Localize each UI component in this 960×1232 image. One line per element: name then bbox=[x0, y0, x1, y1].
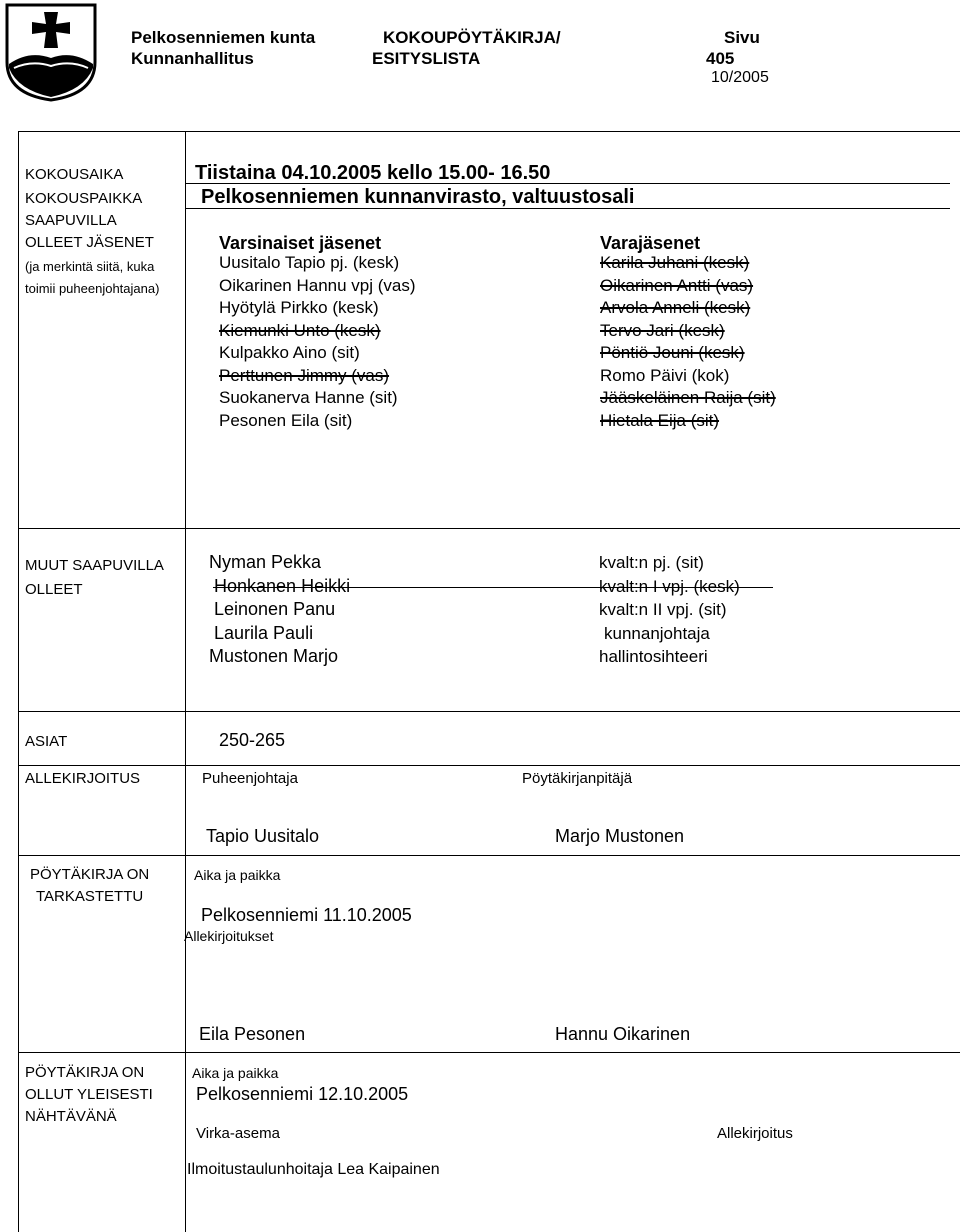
deputy-row: Oikarinen Antti (vas) bbox=[600, 275, 754, 295]
other-person-role: hallintosihteeri bbox=[599, 647, 708, 666]
checked-time-place-label: Aika ja paikka bbox=[194, 867, 281, 883]
notice-board-keeper: Ilmoitustaulunhoitaja Lea Kaipainen bbox=[187, 1161, 440, 1178]
other-person-name: Laurila Pauli bbox=[214, 622, 314, 643]
deputy-row: Jääskeläinen Raija (sit) bbox=[600, 388, 776, 407]
other-person-role: kvalt:n II vpj. (sit) bbox=[599, 600, 727, 619]
meeting-time-label: KOKOUSAIKA bbox=[25, 166, 124, 183]
section-divider bbox=[18, 711, 960, 712]
section-divider bbox=[18, 1052, 960, 1053]
board-name: Kunnanhallitus bbox=[131, 49, 254, 68]
chair-name: Tapio Uusitalo bbox=[206, 826, 320, 846]
checked-label bbox=[30, 864, 149, 908]
table-top-border bbox=[18, 131, 960, 132]
deputy-row: Arvola Anneli (kesk) bbox=[600, 298, 751, 317]
member-row: Hyötylä Pirkko (kesk) bbox=[219, 298, 379, 317]
public-label-line: PÖYTÄKIRJA ON bbox=[25, 1064, 145, 1081]
matters-value: 250-265 bbox=[219, 730, 286, 750]
signature-label: ALLEKIRJOITUS bbox=[25, 770, 141, 787]
attendees-label-line: SAAPUVILLA bbox=[25, 212, 117, 229]
checked-signer-1: Eila Pesonen bbox=[199, 1024, 306, 1044]
meeting-time-value: Tiistaina 04.10.2005 kello 15.00- 16.50 bbox=[195, 162, 551, 184]
doc-type-line-1: KOKOUPÖYTÄKIRJA/ bbox=[383, 28, 561, 47]
matters-label: ASIAT bbox=[25, 733, 68, 750]
page-label: Sivu bbox=[724, 28, 760, 47]
member-row: Kulpakko Aino (sit) bbox=[219, 343, 360, 362]
checked-signer-2: Hannu Oikarinen bbox=[555, 1024, 691, 1044]
section-divider bbox=[18, 528, 960, 529]
other-person-name: Honkanen Heikki bbox=[214, 575, 351, 596]
public-time-place-label: Aika ja paikka bbox=[192, 1065, 279, 1081]
checked-time-place-value: Pelkosenniemi 11.10.2005 bbox=[201, 905, 412, 925]
doc-type-line-2: ESITYSLISTA bbox=[372, 49, 481, 68]
meeting-place-label: KOKOUSPAIKKA bbox=[25, 190, 143, 207]
other-person-role: kvalt:n I vpj. (kesk) bbox=[599, 576, 740, 596]
public-label-line: NÄHTÄVÄNÄ bbox=[25, 1108, 117, 1125]
page-number: 405 bbox=[706, 49, 735, 68]
checked-label-line: TARKASTETTU bbox=[35, 888, 144, 905]
place-underline bbox=[185, 208, 950, 209]
meeting-place-value: Pelkosenniemen kunnanvirasto, valtuustosali bbox=[201, 186, 635, 208]
member-row: Oikarinen Hannu vpj (vas) bbox=[219, 275, 416, 295]
member-row: Suokanerva Hanne (sit) bbox=[219, 388, 398, 407]
section-divider bbox=[18, 855, 960, 856]
member-row: Pesonen Eila (sit) bbox=[219, 410, 353, 430]
chair-note-line: toimii puheenjohtajana) bbox=[25, 281, 160, 296]
issue-number: 10/2005 bbox=[711, 69, 769, 86]
section-divider bbox=[18, 765, 960, 766]
public-time-place-value: Pelkosenniemi 12.10.2005 bbox=[196, 1084, 409, 1104]
others-label-line: MUUT SAAPUVILLA bbox=[25, 557, 164, 574]
deputies-header: Varajäsenet bbox=[600, 233, 701, 253]
signature-field-label: Allekirjoitus bbox=[717, 1125, 793, 1142]
others-label bbox=[25, 554, 164, 602]
public-label-line: OLLUT YLEISESTI bbox=[25, 1086, 153, 1103]
member-row: Kiemunki Unto (kesk) bbox=[219, 320, 381, 340]
secretary-label: Pöytäkirjanpitäjä bbox=[522, 770, 633, 787]
deputy-row: Pöntiö Jouni (kesk) bbox=[600, 343, 745, 362]
municipality-name: Pelkosenniemen kunta bbox=[131, 28, 316, 47]
chair-label: Puheenjohtaja bbox=[202, 770, 298, 787]
member-row: Perttunen Jimmy (vas) bbox=[219, 365, 390, 385]
attendees-label-line: OLLEET JÄSENET bbox=[25, 234, 154, 251]
other-person-name: Leinonen Panu bbox=[214, 599, 336, 619]
other-person-name: Nyman Pekka bbox=[209, 552, 322, 572]
chair-note bbox=[25, 256, 159, 300]
other-person-role: kvalt:n pj. (sit) bbox=[599, 553, 704, 572]
attendees-label bbox=[25, 210, 154, 254]
deputy-row: Romo Päivi (kok) bbox=[600, 365, 730, 385]
deputy-row: Tervo Jari (kesk) bbox=[600, 320, 725, 340]
deputy-row: Karila Juhani (kesk) bbox=[600, 253, 750, 272]
deputy-row: Hietala Eija (sit) bbox=[600, 410, 720, 430]
column-divider bbox=[185, 131, 186, 1232]
office-label: Virka-asema bbox=[196, 1125, 280, 1142]
other-person-role: kunnanjohtaja bbox=[604, 623, 710, 643]
member-row: Uusitalo Tapio pj. (kesk) bbox=[219, 253, 400, 272]
strike-line bbox=[213, 587, 773, 588]
coat-of-arms-icon bbox=[4, 2, 98, 102]
others-label-line: OLLEET bbox=[25, 581, 83, 598]
secretary-name: Marjo Mustonen bbox=[555, 826, 685, 846]
other-person-name: Mustonen Marjo bbox=[209, 646, 339, 666]
table-left-border bbox=[18, 131, 19, 1232]
chair-note-line: (ja merkintä siitä, kuka bbox=[25, 259, 155, 274]
checked-signatures-label: Allekirjoitukset bbox=[184, 928, 274, 944]
checked-label-line: PÖYTÄKIRJA ON bbox=[30, 866, 150, 883]
members-header: Varsinaiset jäsenet bbox=[219, 233, 382, 253]
public-label bbox=[25, 1062, 153, 1128]
